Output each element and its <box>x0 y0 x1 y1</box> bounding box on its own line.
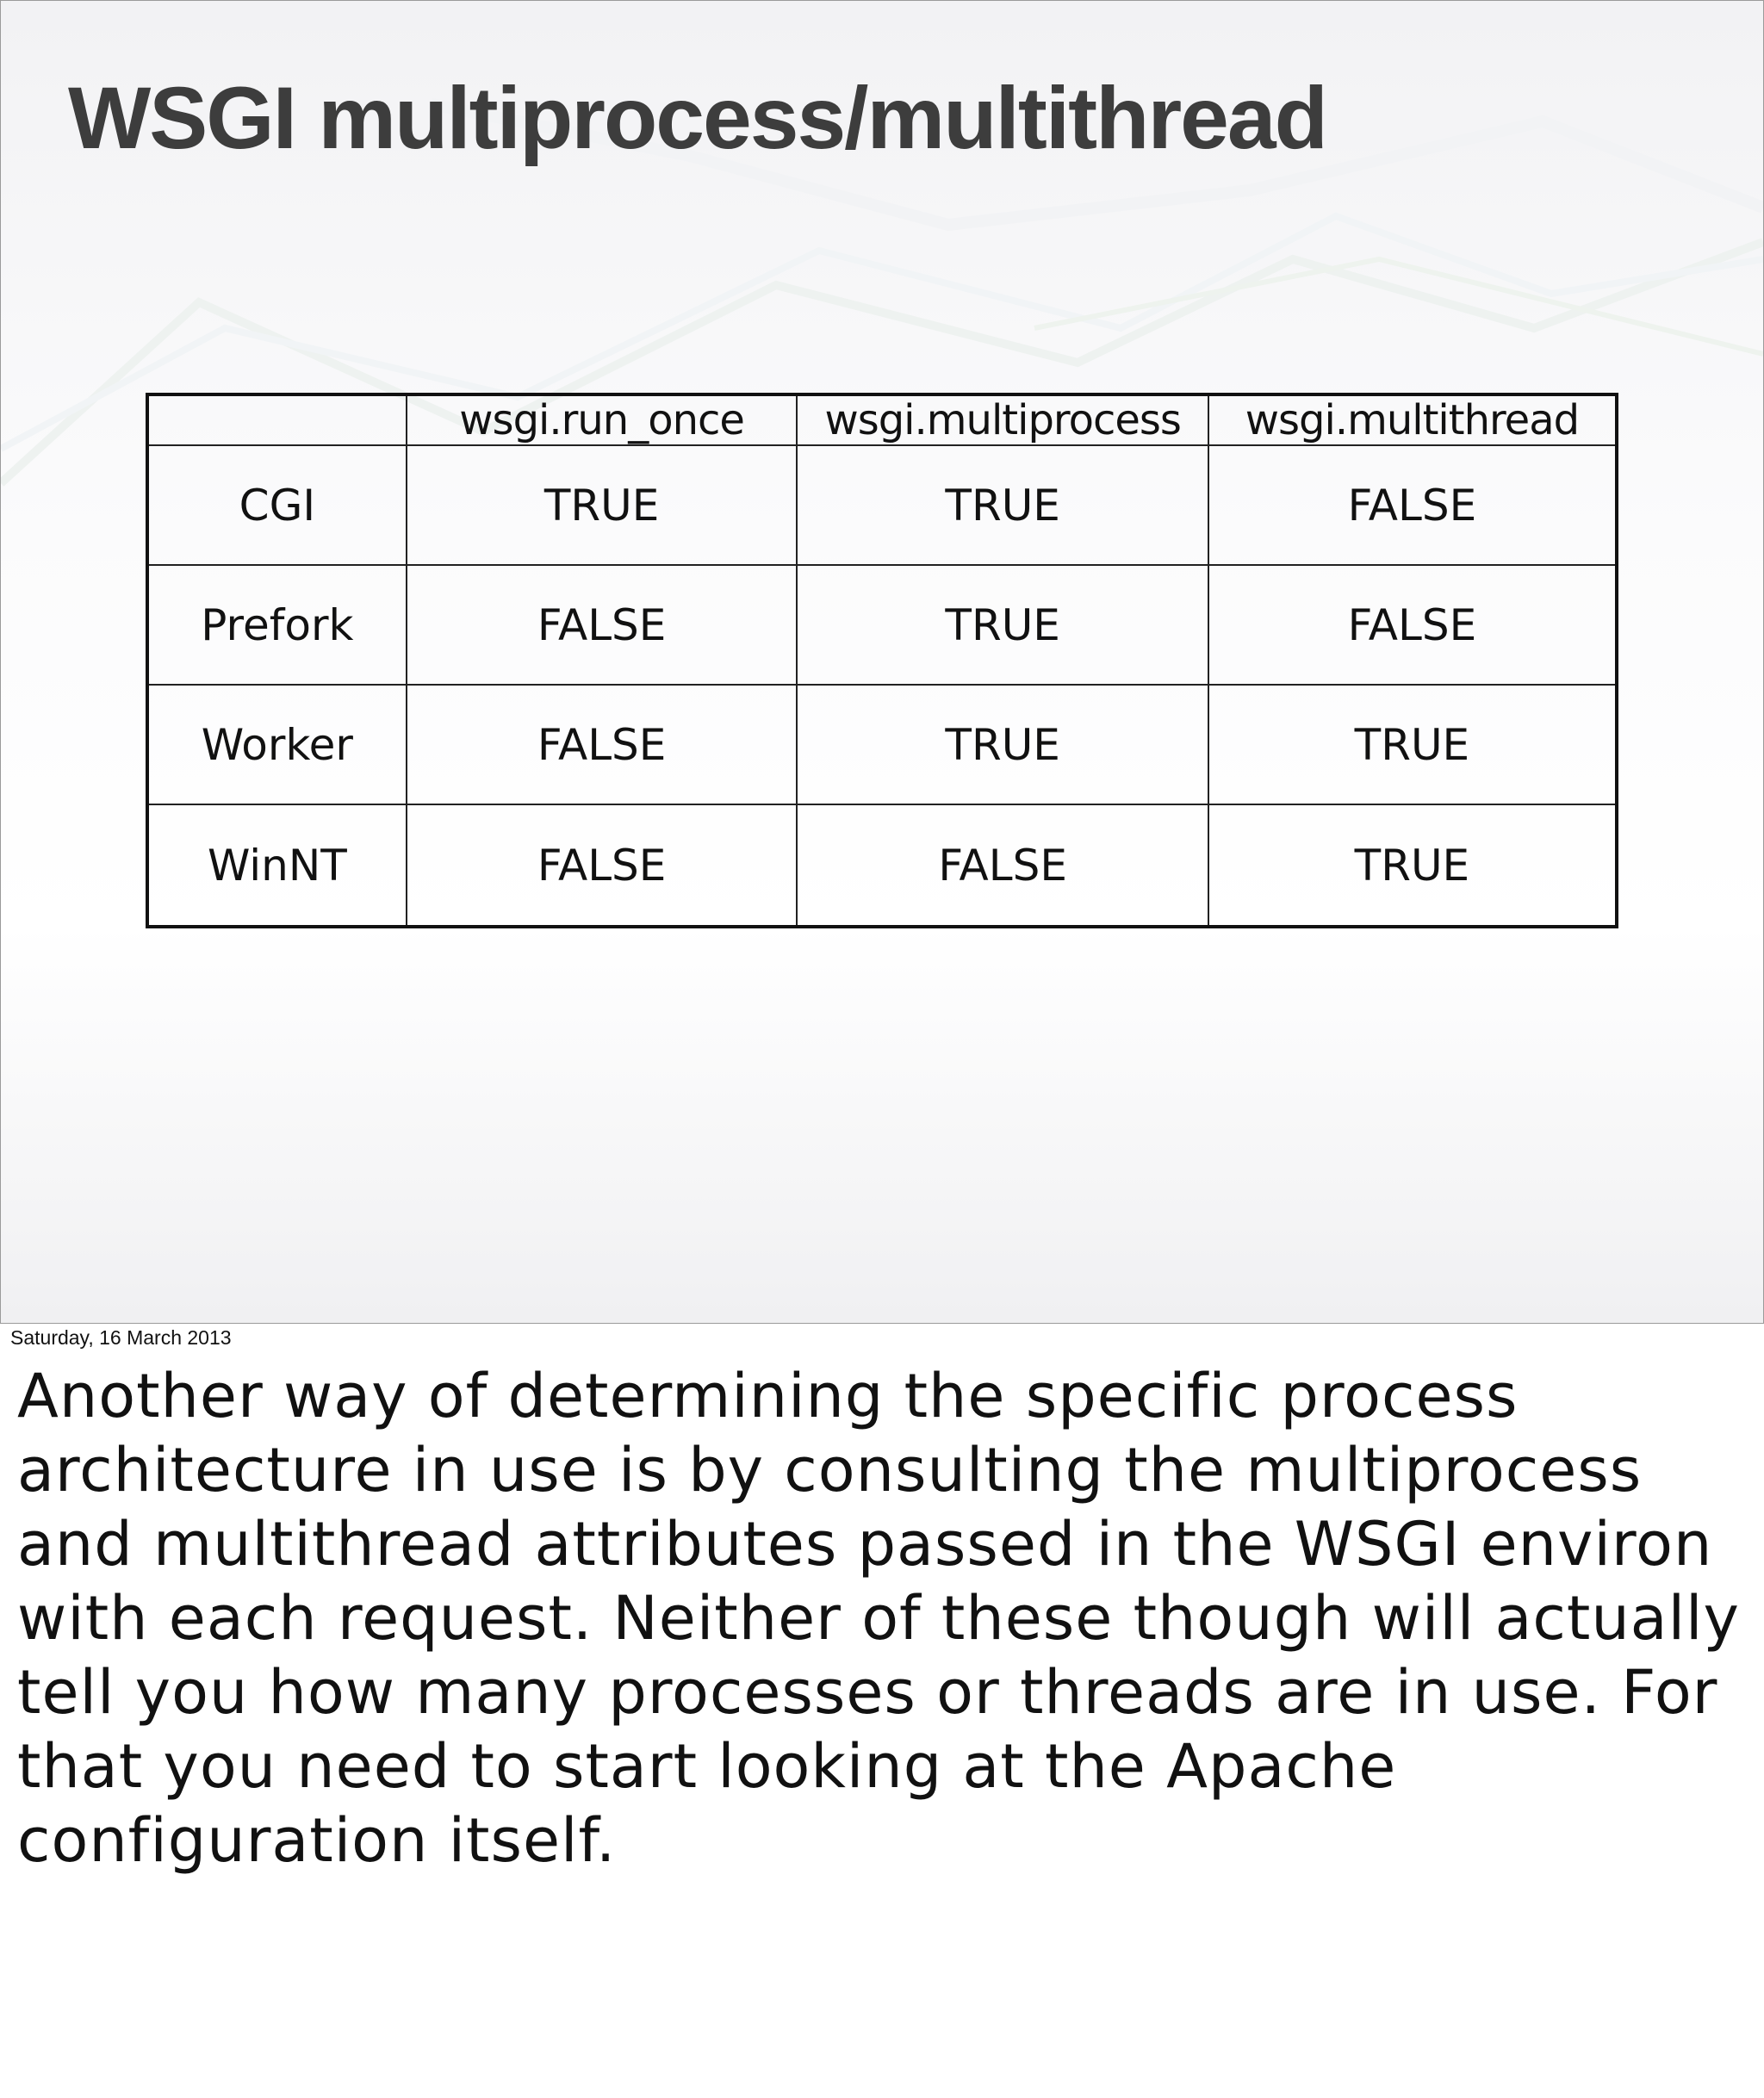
slide-title: WSGI multiprocess/multithread <box>68 69 1326 167</box>
speaker-notes: Another way of determining the specific process architecture in use is by consulting the multiprocess and multithread attributes passed in the WSGI environ with each request. Neither of these though will actually tell you how many processes or threads are in use. For that you need to start looking at the Apache configuration itself. <box>17 1361 1740 1876</box>
table-cell: FALSE <box>797 804 1208 927</box>
table-header-corner <box>147 394 407 445</box>
slide-date: Saturday, 16 March 2013 <box>10 1326 232 1349</box>
table-header-cell: wsgi.run_once <box>407 394 798 445</box>
table-cell: TRUE <box>1208 685 1617 804</box>
table-cell: FALSE <box>407 685 798 804</box>
row-label: Worker <box>147 685 407 804</box>
table-header-cell: wsgi.multiprocess <box>797 394 1208 445</box>
table-cell: TRUE <box>797 445 1208 565</box>
table-cell: FALSE <box>407 565 798 685</box>
table-row <box>147 804 1617 927</box>
table-cell: TRUE <box>407 445 798 565</box>
table-header-cell: wsgi.multithread <box>1208 394 1617 445</box>
row-label: CGI <box>147 445 407 565</box>
table-row <box>147 445 1617 565</box>
wsgi-flags-table <box>146 393 1618 928</box>
table-row <box>147 565 1617 685</box>
table-cell: TRUE <box>797 685 1208 804</box>
table-header-row <box>147 394 1617 445</box>
table-cell: FALSE <box>1208 565 1617 685</box>
table-cell: TRUE <box>797 565 1208 685</box>
row-label: Prefork <box>147 565 407 685</box>
table-row <box>147 685 1617 804</box>
table-cell: FALSE <box>1208 445 1617 565</box>
row-label: WinNT <box>147 804 407 927</box>
table-cell: TRUE <box>1208 804 1617 927</box>
table-cell: FALSE <box>407 804 798 927</box>
